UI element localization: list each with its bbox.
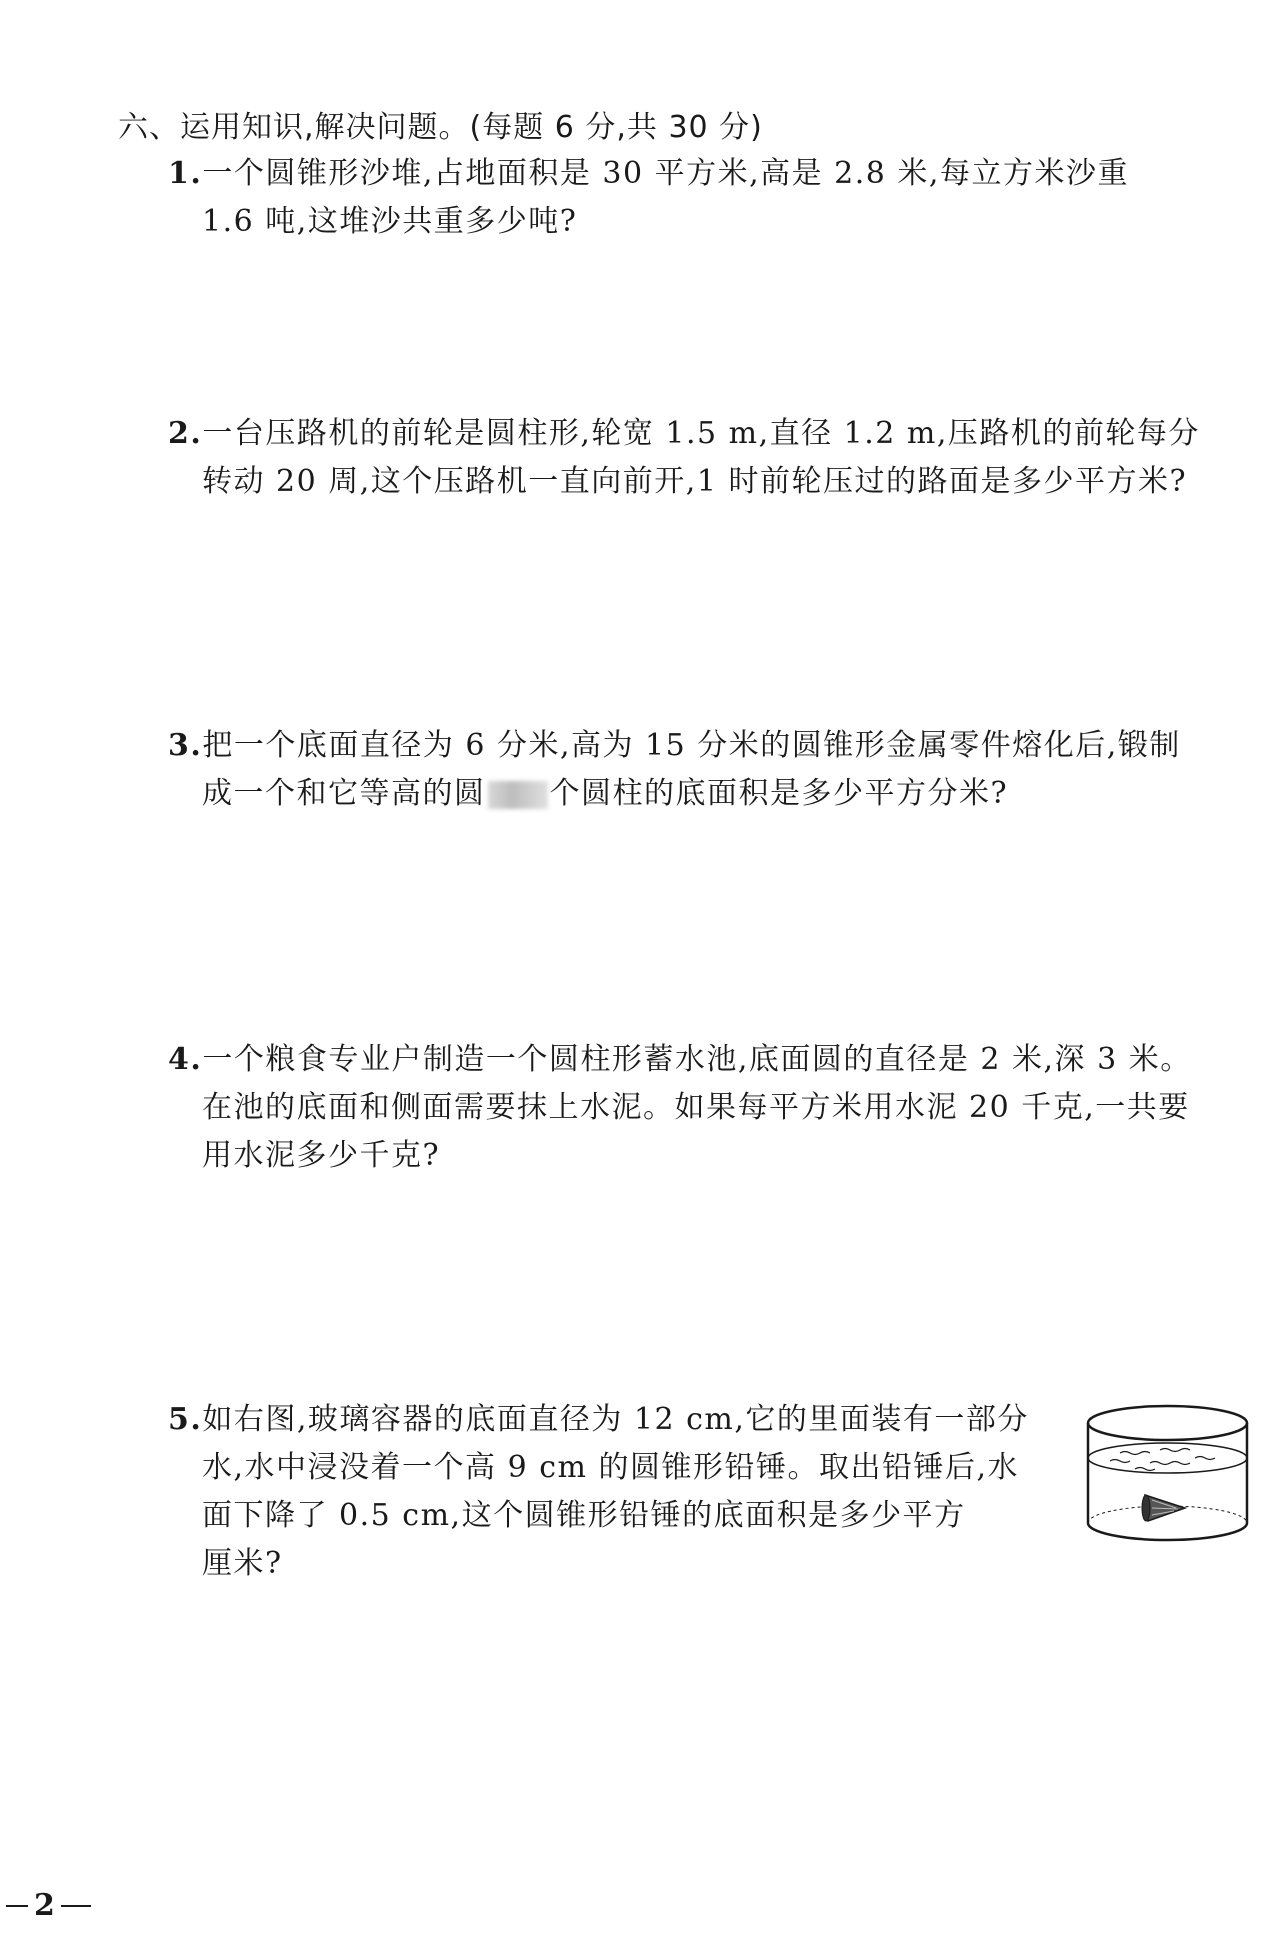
problem-text: 个圆柱的底面积是多少平方分米? bbox=[549, 776, 1009, 811]
cone-weight-icon bbox=[1142, 1495, 1185, 1521]
page-number: 2 bbox=[34, 1888, 55, 1923]
problem-5-line-2: 水,水中浸没着一个高 9 cm 的圆锥形铅锤。取出铅锤后,水 bbox=[202, 1450, 1020, 1485]
problem-4 bbox=[168, 1036, 1253, 1180]
problem-number: 3. bbox=[168, 728, 203, 763]
footer-dash-right bbox=[61, 1905, 91, 1907]
problem-5 bbox=[168, 1396, 1098, 1588]
problem-text: 一个圆锥形沙堆,占地面积是 30 平方米,高是 2.8 米,每立方米沙重 bbox=[202, 156, 1129, 191]
problem-number: 1. bbox=[168, 156, 203, 191]
water-ripples bbox=[1110, 1449, 1215, 1471]
problem-text: 把一个底面直径为 6 分米,高为 15 分米的圆锥形金属零件熔化后,锻制 bbox=[202, 728, 1181, 763]
problem-3 bbox=[168, 722, 1253, 818]
problem-4-line-3: 用水泥多少千克? bbox=[202, 1138, 441, 1173]
redaction-smudge bbox=[488, 781, 548, 809]
problem-1 bbox=[168, 150, 1253, 246]
problem-2-line-1 bbox=[168, 410, 1253, 458]
problem-text: 一个粮食专业户制造一个圆柱形蓄水池,底面圆的直径是 2 米,深 3 米。 bbox=[202, 1042, 1192, 1077]
problem-number: 4. bbox=[168, 1042, 203, 1077]
problem-number: 5. bbox=[168, 1402, 203, 1437]
problem-3-line-2 bbox=[168, 770, 1253, 818]
problem-5-line-1 bbox=[168, 1396, 1098, 1444]
problem-1-line-2: 1.6 吨,这堆沙共重多少吨? bbox=[202, 204, 578, 239]
problem-4-line-1 bbox=[168, 1036, 1253, 1084]
problem-number: 2. bbox=[168, 416, 203, 451]
problem-5-line-3: 面下降了 0.5 cm,这个圆锥形铅锤的底面积是多少平方 bbox=[202, 1498, 966, 1533]
problem-5-line-4: 厘米? bbox=[202, 1546, 283, 1581]
section-title: 六、运用知识,解决问题。(每题 6 分,共 30 分) bbox=[118, 110, 763, 145]
footer-dash-left bbox=[6, 1905, 28, 1907]
problem-text: 成一个和它等高的圆 bbox=[202, 776, 486, 811]
problem-text: 如右图,玻璃容器的底面直径为 12 cm,它的里面装有一部分 bbox=[202, 1402, 1029, 1437]
problem-2-line-2: 转动 20 周,这个压路机一直向前开,1 时前轮压过的路面是多少平方米? bbox=[202, 464, 1188, 499]
page-footer bbox=[0, 1888, 97, 1923]
glass-container-figure bbox=[1080, 1398, 1255, 1548]
problem-2 bbox=[168, 410, 1253, 506]
container-top-rim bbox=[1088, 1406, 1247, 1440]
container-bottom bbox=[1088, 1523, 1247, 1540]
problem-text: 一台压路机的前轮是圆柱形,轮宽 1.5 m,直径 1.2 m,压路机的前轮每分 bbox=[202, 416, 1200, 451]
problem-1-line-1 bbox=[168, 150, 1253, 198]
problem-4-line-2: 在池的底面和侧面需要抹上水泥。如果每平方米用水泥 20 千克,一共要 bbox=[202, 1090, 1190, 1125]
problem-3-line-1 bbox=[168, 722, 1253, 770]
water-surface bbox=[1088, 1443, 1247, 1473]
